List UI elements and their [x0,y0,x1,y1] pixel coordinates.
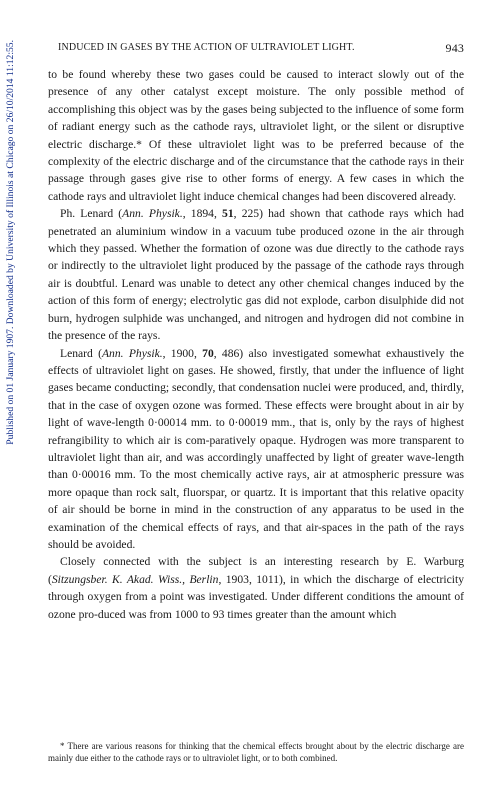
download-watermark [5,40,17,640]
paragraph [48,205,464,344]
text-run: , 486) also investigated somewhat exhaustively the effects of ultraviolet light on gases. He showed, firstly, that under the influence of light gases became conducting; secondly, that condensation nuclei were produced, and, thirdly, that in the case of oxygen ozone was formed. These effects were brought about in air by light of wave-length 0·00014 mm. to 0·00019 mm., that is, only by the rays of highest refrangibility to which air is com-paratively opaque. Hydrogen was more transparent to ultraviolet light than air, and was accordingly unaffected by light of greater wave-length than 0·00016 mm. To the most chemically active rays, air at atmospheric pressure was more opaque than rock salt, fluorspar, or quartz. It is important that this relative opacity of air should be borne in mind in the construction of any apparatus to be used in the examination of the chemical effects of rays, and that air-spaces in the path of the rays should be avoided. [48,346,464,551]
paragraph [48,66,464,205]
text-run: Ph. Lenard ( [60,207,123,221]
article-body [48,66,464,623]
text-run: Lenard ( [60,346,102,360]
text-run: to be found whereby these two gases could be caused to interact slowly out of the presence of any other catalyst except moisture. The only possible method of accomplishing this object was by the gases being subjected to the influence of some form of radiant energy such as the cathode rays, ultraviolet light, or the silent or disruptive electric discharge.* Of these ultraviolet light was to be preferred because of the complexity of the electric discharge and of the circumstance that the cathode rays in their passage through gases give rise to other forms of energy. A few cases in which the cathode rays and ultraviolet light induce chemical changes had been discovered already. [48,68,464,203]
bold-text: 51 [222,207,234,221]
italic-text: Ann. Physik. [101,346,163,360]
text-run: Closely connected with the subject is an interesting research by E. Warburg ( [48,555,464,586]
bold-text: 70 [202,346,214,360]
text-run: , 1894, [182,207,223,221]
italic-text: Sitzungsber. K. Akad. Wiss., Berlin [51,572,219,586]
page-number: 943 [445,41,464,55]
footnote-text: * There are various reasons for thinking that the chemical effects brought about by the electric discharge are mainly due either to the cathode rays or to ultraviolet light, or to both combined. [48,741,464,763]
running-title: INDUCED IN GASES BY THE ACTION OF ULTRAVIOLET LIGHT. [58,42,355,53]
text-run: , 225) had shown that cathode rays which had penetrated an aluminium window in a vacuum tube produced ozone in the air through which they passed. Whether the formation of ozone was due directly to the cathode rays or indirectly to the ultraviolet light produced by the passage of the cathode rays through air is doubtful. Lenard was unable to detect any other chemical changes induced by the action of this form of energy; electrolytic gas did not explode, carbon disulphide did not burn, hydrogen sulphide was unchanged, and nitrogen and hydrogen did not combine in the presence of the rays. [48,207,464,343]
paragraph [48,345,464,554]
page-header [58,42,464,53]
text-run: , 1903, 1011), in which the discharge of electricity through oxygen from a point was investigated. Under different conditions the amount of ozone pro-duced was from 1000 to 93 times greater than the amount which [48,572,464,621]
text-run: , 1900, [162,346,203,360]
paragraph [48,553,464,623]
footnote [48,740,464,764]
italic-text: Ann. Physik. [122,207,183,221]
download-watermark-text: Published on 01 January 1907. Downloaded by University of Illinois at Chicago on 26/10/2014 11:12:55. [5,40,16,445]
